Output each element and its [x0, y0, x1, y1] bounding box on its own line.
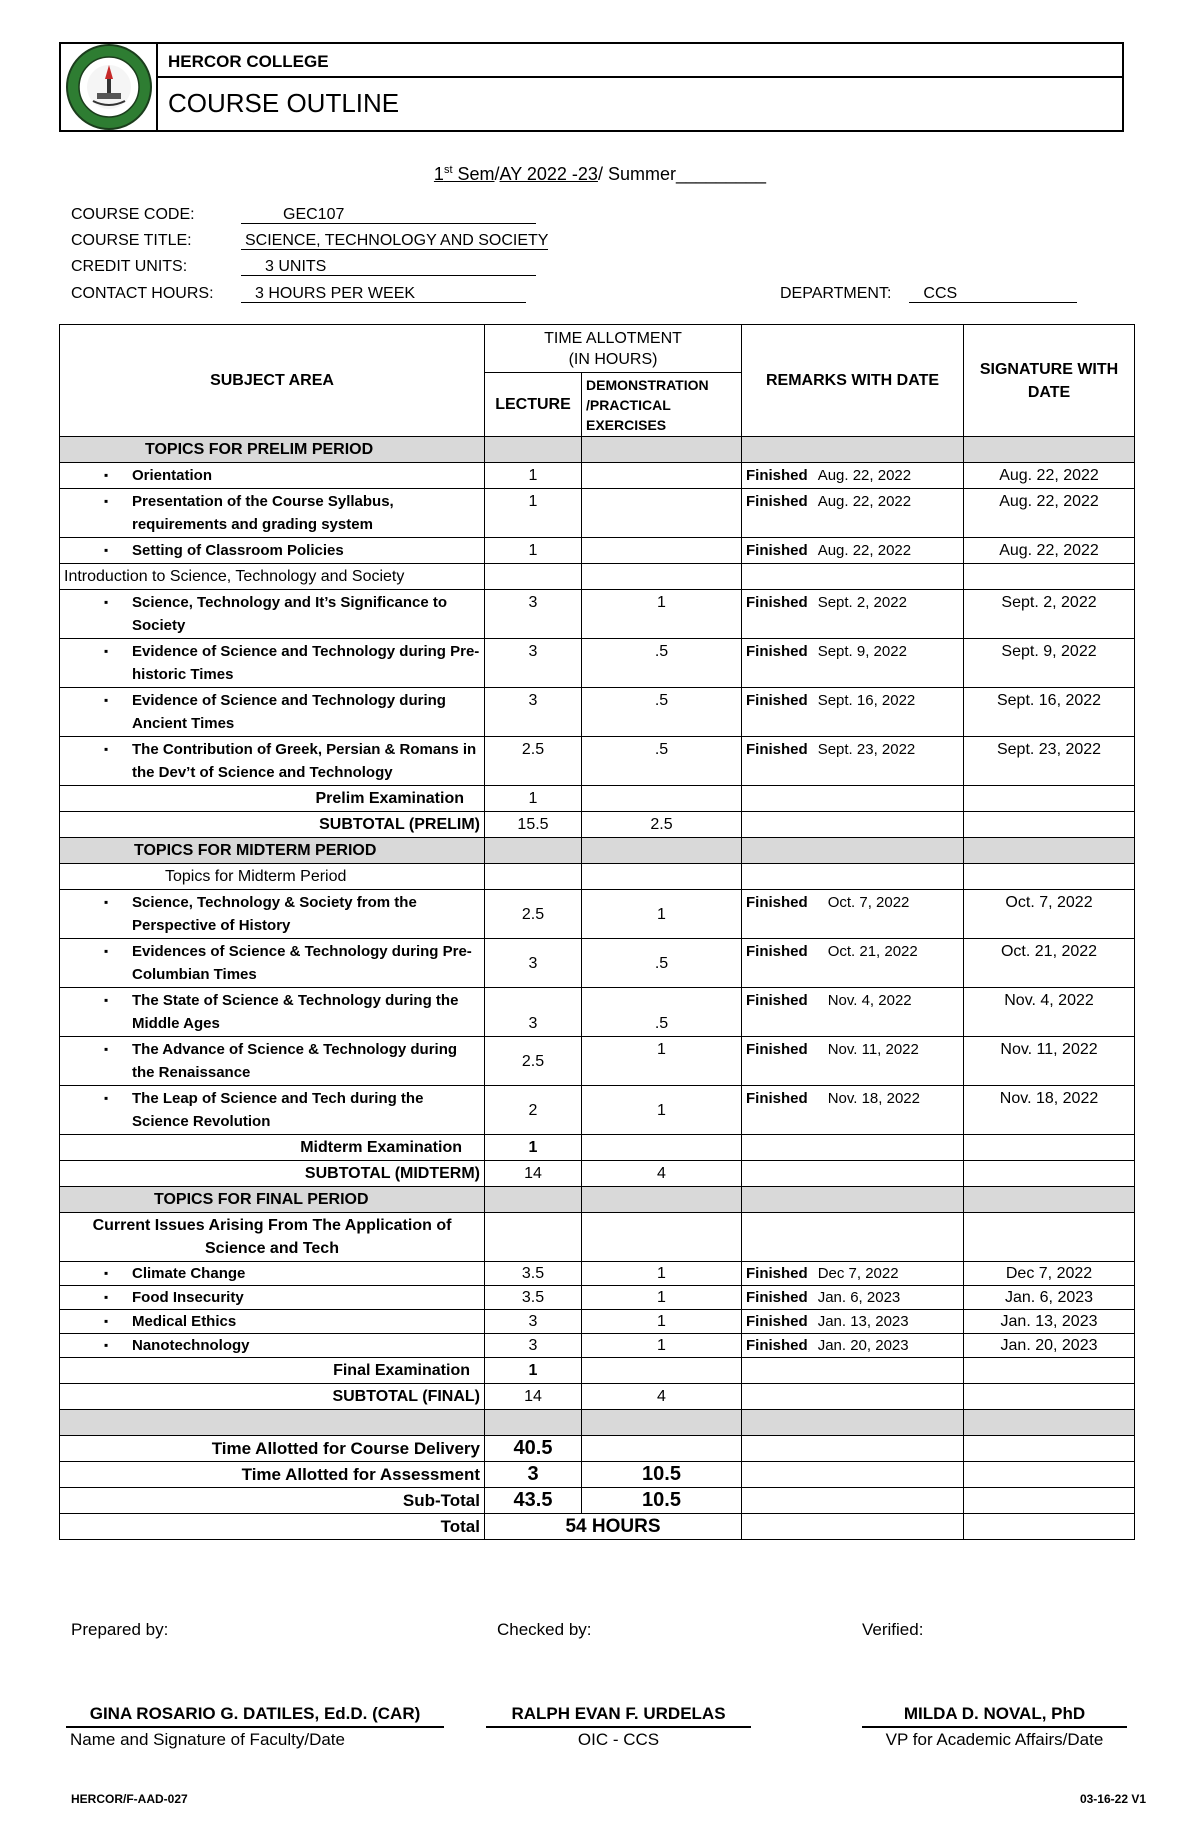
exam-row: Midterm Examination 1 [60, 1135, 1135, 1161]
table-row: ▪ Science, Technology & Society from the Perspective of History 2.5 1 Finished Oct. 7, 2022 Oct. 7, 2022 [60, 890, 1135, 939]
course-code-row: COURSE CODE: GEC107 [71, 206, 536, 224]
semester-line: 1st Sem/AY 2022 -23/ Summer_________ [433, 164, 767, 184]
table-row: ▪ Setting of Classroom Policies 1 Finished Aug. 22, 2022 Aug. 22, 2022 [60, 538, 1135, 564]
course-outline-table [59, 324, 1135, 1540]
table-row: ▪ Food Insecurity 3.5 1 Finished Jan. 6, 2023 Jan. 6, 2023 [60, 1286, 1135, 1310]
college-seal-icon [65, 43, 153, 131]
course-delivery-row: Time Allotted for Course Delivery 40.5 [60, 1436, 1135, 1462]
checked-by-name: RALPH EVAN F. URDELAS [486, 1704, 751, 1728]
form-code: HERCOR/F-AAD-027 [71, 1792, 188, 1806]
time-allotment-header: TIME ALLOTMENT (IN HOURS) [485, 325, 742, 373]
table-row: ▪ Orientation 1 Finished Aug. 22, 2022 Aug. 22, 2022 [60, 463, 1135, 489]
final-section-row: TOPICS FOR FINAL PERIOD [60, 1187, 1135, 1213]
verified-by-role: VP for Academic Affairs/Date [885, 1730, 1104, 1749]
demonstration-header: DEMONSTRATION /PRACTICAL EXERCISES [582, 373, 742, 437]
verified-by-name: MILDA D. NOVAL, PhD [862, 1704, 1127, 1728]
document-title: COURSE OUTLINE [168, 88, 400, 118]
lecture-header: LECTURE [485, 373, 582, 437]
table-row: ▪ Medical Ethics 3 1 Finished Jan. 13, 2023 Jan. 13, 2023 [60, 1310, 1135, 1334]
course-code: GEC107 [241, 207, 536, 224]
subheading-row: Topics for Midterm Period [60, 864, 1135, 890]
table-row: ▪ Evidence of Science and Technology during Ancient Times 3 .5 Finished Sept. 16, 2022 Sept. 16, 2022 [60, 688, 1135, 737]
subtotal-row: SUBTOTAL (FINAL) 14 4 [60, 1384, 1135, 1410]
version-code: 03-16-22 V1 [1079, 1792, 1146, 1806]
subtotal-row: SUBTOTAL (MIDTERM) 14 4 [60, 1161, 1135, 1187]
document-header [59, 42, 1124, 132]
college-name: HERCOR COLLEGE [158, 44, 1122, 78]
subtotal-row: SUBTOTAL (PRELIM) 15.5 2.5 [60, 812, 1135, 838]
prepared-by-role: Name and Signature of Faculty/Date [70, 1730, 345, 1749]
table-row: ▪ Science, Technology and It’s Significance to Society 3 1 Finished Sept. 2, 2022 Sept. 2, 2022 [60, 590, 1135, 639]
credit-units: 3 UNITS [241, 259, 536, 276]
table-row: ▪ The Contribution of Greek, Persian & Romans in the Dev’t of Science and Technology 2.5 .5 Finished Sept. 23, 2022 Sept. 23, 2022 [60, 737, 1135, 786]
table-row: ▪ Nanotechnology 3 1 Finished Jan. 20, 2023 Jan. 20, 2023 [60, 1334, 1135, 1358]
midterm-section-row: TOPICS FOR MIDTERM PERIOD [60, 838, 1135, 864]
subheading-row: Current Issues Arising From The Application of Science and Tech [60, 1213, 1135, 1262]
table-header-row [60, 325, 1135, 373]
prepared-by-label: Prepared by: [71, 1620, 169, 1639]
table-row: ▪ Evidences of Science & Technology during Pre-Columbian Times 3 .5 Finished Oct. 21, 2022 Oct. 21, 2022 [60, 939, 1135, 988]
signature-header: SIGNATURE WITH DATE [964, 325, 1135, 437]
prelim-section-row: TOPICS FOR PRELIM PERIOD [60, 437, 1135, 463]
prepared-by-name: GINA ROSARIO G. DATILES, Ed.D. (CAR) [66, 1704, 444, 1728]
verified-label: Verified: [862, 1620, 924, 1639]
exam-row: Prelim Examination 1 [60, 786, 1135, 812]
course-title: SCIENCE, TECHNOLOGY AND SOCIETY [241, 233, 548, 250]
spacer-row [60, 1410, 1135, 1436]
table-row: ▪ The Advance of Science & Technology during the Renaissance 2.5 1 Finished Nov. 11, 2022 Nov. 11, 2022 [60, 1037, 1135, 1086]
checked-by-label: Checked by: [497, 1620, 592, 1639]
table-row: ▪ Evidence of Science and Technology during Pre-historic Times 3 .5 Finished Sept. 9, 2022 Sept. 9, 2022 [60, 639, 1135, 688]
subject-area-header: SUBJECT AREA [60, 325, 485, 437]
academic-year: AY 2022 -23 [499, 164, 598, 184]
course-title-row: COURSE TITLE: SCIENCE, TECHNOLOGY AND SOCIETY [71, 232, 549, 249]
contact-hours: 3 HOURS PER WEEK [241, 286, 526, 303]
table-row: ▪ Climate Change 3.5 1 Finished Dec 7, 2022 Dec 7, 2022 [60, 1262, 1135, 1286]
college-logo [61, 44, 158, 130]
remarks-header: REMARKS WITH DATE [742, 325, 964, 437]
table-row: ▪ The Leap of Science and Tech during the Science Revolution 2 1 Finished Nov. 18, 2022 Nov. 18, 2022 [60, 1086, 1135, 1135]
subheading-row: Introduction to Science, Technology and Society [60, 564, 1135, 590]
table-row: ▪ Presentation of the Course Syllabus, requirements and grading system 1 Finished Aug. 22, 2022 Aug. 22, 2022 [60, 489, 1135, 538]
table-row: ▪ The State of Science & Technology during the Middle Ages 3 .5 Finished Nov. 4, 2022 Nov. 4, 2022 [60, 988, 1135, 1037]
exam-row: Final Examination 1 [60, 1358, 1135, 1384]
credit-units-row: CREDIT UNITS: 3 UNITS [71, 258, 536, 276]
contact-hours-row: CONTACT HOURS: 3 HOURS PER WEEK [71, 285, 526, 303]
assessment-row: Time Allotted for Assessment 3 10.5 [60, 1462, 1135, 1488]
total-row: Total 54 HOURS [60, 1514, 1135, 1540]
department: CCS [909, 286, 1077, 303]
sub-total-row: Sub-Total 43.5 10.5 [60, 1488, 1135, 1514]
department-row: DEPARTMENT: CCS [780, 285, 1077, 303]
checked-by-role: OIC - CCS [577, 1730, 660, 1749]
